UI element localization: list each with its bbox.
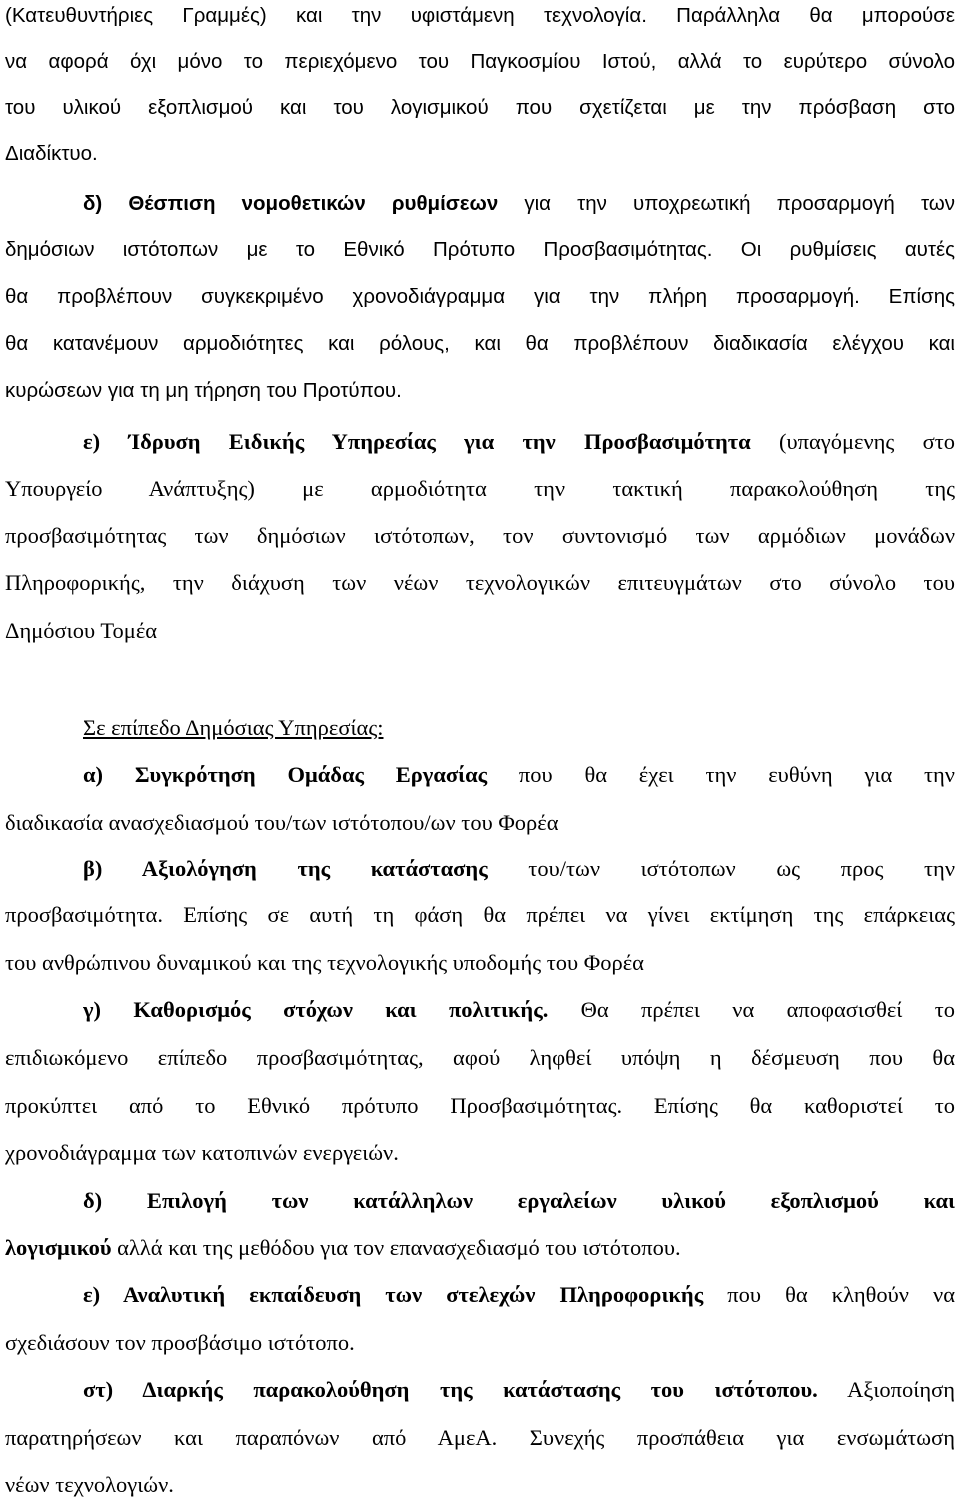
item-b-title: β) Αξιολόγηση της κατάστασης	[83, 856, 488, 881]
delta-line-5: κυρώσεων για τη μη τήρηση του Προτύπου.	[5, 379, 402, 402]
item-b-line-1	[83, 854, 955, 884]
intro-line-2: να αφορά όχι μόνο το περιεχόμενο του Παγκοσμίου Ιστού, αλλά το ευρύτερο σύνολο	[5, 50, 955, 73]
item-b-line-2: προσβασιμότητα. Επίσης σε αυτή τη φάση θα πρέπει να γίνει εκτίμηση της επάρκειας	[5, 902, 955, 927]
epsilon-line-4: Πληροφορικής, την διάχυση των νέων τεχνολογικών επιτευγμάτων στο σύνολο του	[5, 570, 955, 595]
item-f-line-1	[83, 1375, 955, 1405]
item-f-title: στ) Διαρκής παρακολούθηση της κατάστασης του ιστότοπου.	[83, 1377, 818, 1402]
intro-line-1: (Κατευθυντήριες Γραμμές) και την υφιστάμενη τεχνολογία. Παράλληλα θα μπορούσε	[5, 4, 955, 27]
item-c-line-2: επιδιωκόμενο επίπεδο προσβασιμότητας, αφού ληφθεί υπόψη η δέσμευση που θα	[5, 1045, 955, 1070]
item-c-line-4: χρονοδιάγραμμα των κατοπινών ενεργειών.	[5, 1140, 399, 1165]
item-e-line-2: σχεδιάσουν τον προσβάσιμο ιστότοπο.	[5, 1330, 355, 1355]
epsilon-line-1-rest: (υπαγόμενης στο	[750, 429, 955, 454]
item-b-rest: του/των ιστότοπων ως προς την	[487, 856, 955, 881]
item-a-title: α) Συγκρότηση Ομάδας Εργασίας	[83, 762, 488, 787]
item-d-line-2	[5, 1233, 955, 1263]
item-d-title-2: λογισμικού	[5, 1235, 112, 1260]
epsilon-line-3: προσβασιμότητας των δημόσιων ιστότοπων, τον συντονισμό των αρμόδιων μονάδων	[5, 523, 955, 548]
epsilon-title: ε) Ίδρυση Ειδικής Υπηρεσίας για την Προσβασιμότητα	[83, 429, 751, 454]
item-c-line-3: προκύπτει από το Εθνικό πρότυπο Προσβασιμότητας. Επίσης θα καθοριστεί το	[5, 1093, 955, 1118]
delta-line-2: δημόσιων ιστότοπων με το Εθνικό Πρότυπο Προσβασιμότητας. Οι ρυθμίσεις αυτές	[5, 238, 955, 261]
item-c-rest: Θα πρέπει να αποφασισθεί το	[548, 997, 955, 1022]
item-e-rest: που θα κληθούν να	[703, 1282, 955, 1307]
item-f-line-3: νέων τεχνολογιών.	[5, 1472, 174, 1497]
epsilon-line-5: Δημόσιου Τομέα	[5, 618, 158, 643]
item-f-line-2: παρατηρήσεων και παραπόνων από ΑμεΑ. Συνεχής προσπάθεια για ενσωμάτωση	[5, 1425, 955, 1450]
item-c-title: γ) Καθορισμός στόχων και πολιτικής.	[83, 997, 549, 1022]
item-a-line-2: διαδικασία ανασχεδιασμού του/των ιστότοπου/ων του Φορέα	[5, 810, 559, 835]
item-e-line-1	[83, 1280, 955, 1310]
item-a-line-1	[83, 760, 955, 790]
item-d-rest: αλλά και της μεθόδου για τον επανασχεδιασμό του ιστότοπου.	[111, 1235, 681, 1260]
delta-line-1	[83, 189, 955, 219]
section-heading: Σε επίπεδο Δημόσιας Υπηρεσίας:	[83, 715, 384, 740]
item-c-line-1	[83, 995, 955, 1025]
delta-line-3: θα προβλέπουν συγκεκριμένο χρονοδιάγραμμα για την πλήρη προσαρμογή. Επίσης	[5, 285, 955, 308]
delta-title: δ) Θέσπιση νομοθετικών ρυθμίσεων	[83, 192, 499, 215]
item-f-rest: Αξιοποίηση	[817, 1377, 955, 1402]
intro-line-3: του υλικού εξοπλισμού και του λογισμικού που σχετίζεται με την πρόσβαση στο	[5, 96, 955, 119]
intro-line-4: Διαδίκτυο.	[5, 142, 98, 165]
item-b-line-3: του ανθρώπινου δυναμικού και της τεχνολογικής υποδομής του Φορέα	[5, 950, 644, 975]
epsilon-line-1	[83, 427, 955, 457]
delta-line-4: θα κατανέμουν αρμοδιότητες και ρόλους, και θα προβλέπουν διαδικασία ελέγχου και	[5, 332, 955, 355]
epsilon-line-2: Υπουργείο Ανάπτυξης) με αρμοδιότητα την τακτική παρακολούθηση της	[5, 476, 955, 501]
item-d-line-1: δ) Επιλογή των κατάλληλων εργαλείων υλικού εξοπλισμού και	[83, 1188, 955, 1213]
delta-line-1-rest: για την υποχρεωτική προσαρμογή των	[498, 192, 955, 215]
item-a-rest: που θα έχει την ευθύνη για την	[487, 762, 955, 787]
item-e-title: ε) Αναλυτική εκπαίδευση των στελεχών Πληροφορικής	[83, 1282, 704, 1307]
